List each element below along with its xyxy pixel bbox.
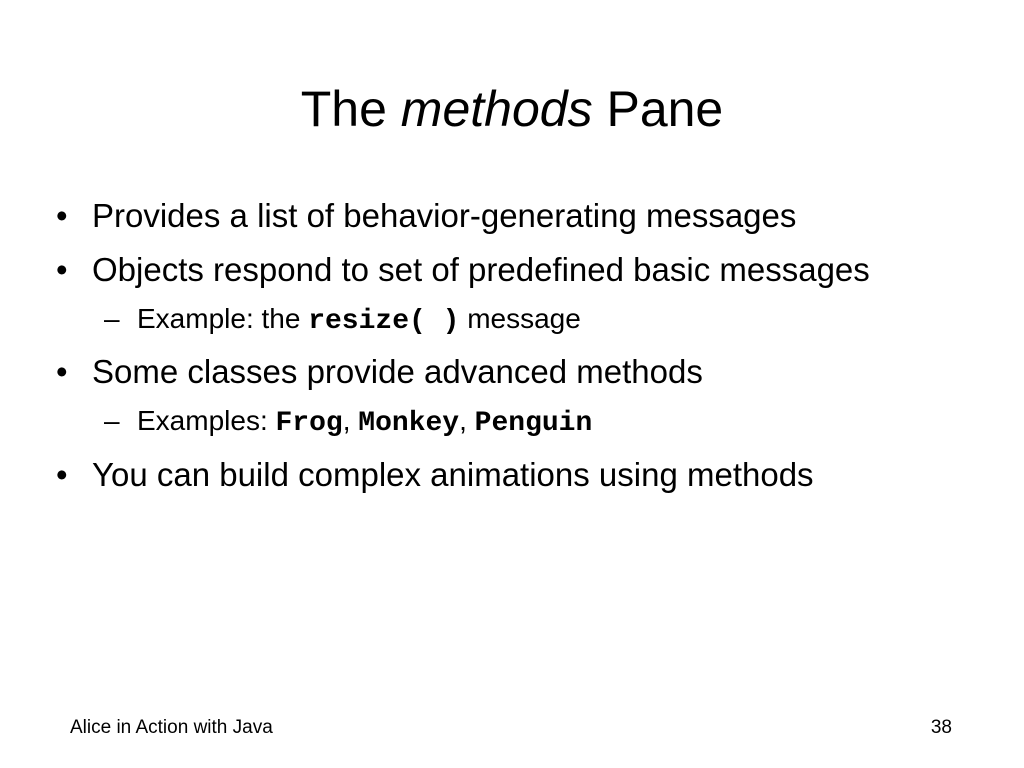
footer-page-number: 38 xyxy=(930,717,952,738)
code-frog: Frog xyxy=(275,408,343,439)
sub-bullet-marker: – xyxy=(104,405,120,436)
bullet-item xyxy=(56,250,870,290)
bullet-item xyxy=(56,455,814,495)
bullet-text: Some classes provide advanced methods xyxy=(92,353,703,390)
sub-bullet-marker: – xyxy=(104,303,120,334)
bullet-text: Provides a list of behavior-generating messages xyxy=(92,197,797,234)
sub-bullet-text: Examples: xyxy=(137,405,276,436)
separator: , xyxy=(459,405,475,436)
code-penguin: Penguin xyxy=(474,408,593,439)
bullet-item xyxy=(56,196,796,236)
footer-course-title: Alice in Action with Java xyxy=(70,717,273,738)
slide-title xyxy=(0,79,1024,139)
title-prefix: The xyxy=(300,81,401,137)
code-resize: resize( ) xyxy=(308,306,460,337)
bullet-marker: • xyxy=(56,251,68,288)
code-monkey: Monkey xyxy=(358,408,460,439)
sub-bullet-item xyxy=(104,404,592,441)
sub-bullet-text-after: message xyxy=(459,303,581,334)
bullet-text: Objects respond to set of predefined basic messages xyxy=(92,251,870,288)
sub-bullet-item xyxy=(104,302,581,339)
sub-bullet-text: Example: the xyxy=(137,303,309,334)
separator: , xyxy=(342,405,359,436)
bullet-marker: • xyxy=(56,456,68,493)
title-emphasis: methods xyxy=(400,81,593,137)
title-suffix: Pane xyxy=(592,81,724,137)
bullet-marker: • xyxy=(56,197,68,234)
bullet-item xyxy=(56,352,703,392)
bullet-marker: • xyxy=(56,353,68,390)
bullet-text: You can build complex animations using methods xyxy=(92,456,814,493)
